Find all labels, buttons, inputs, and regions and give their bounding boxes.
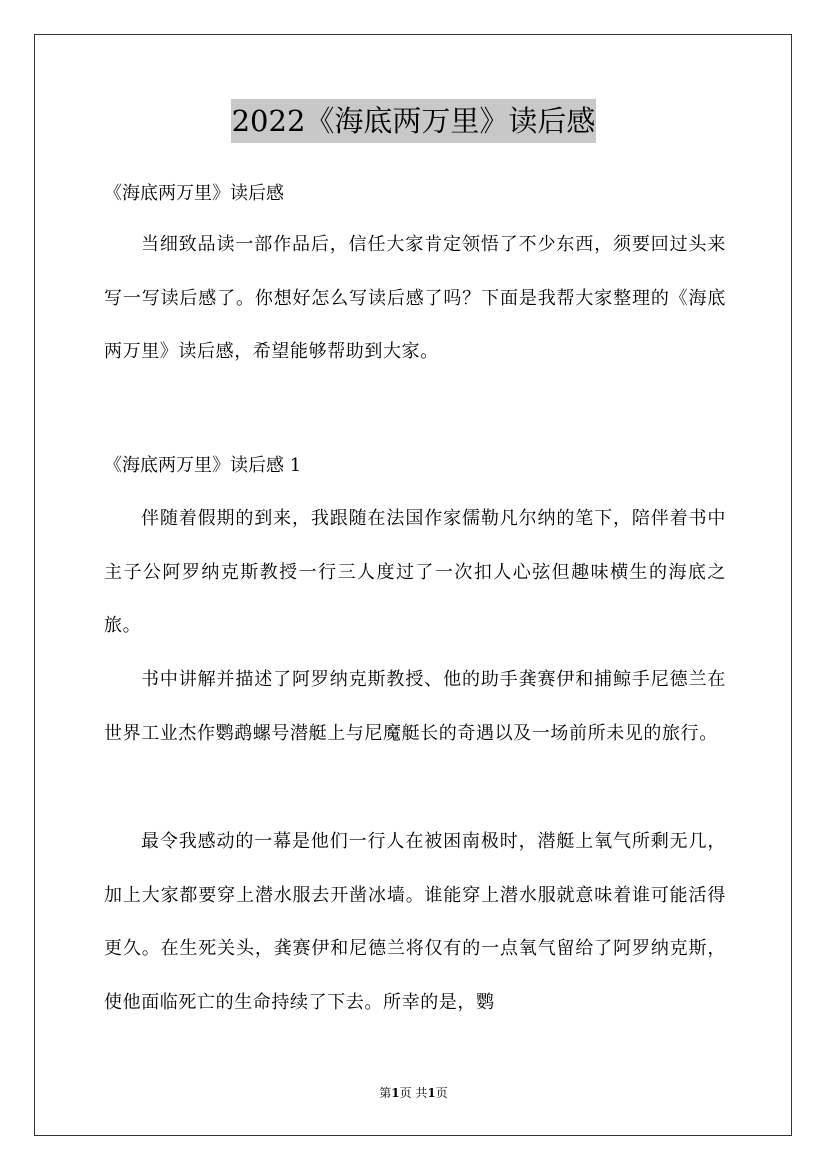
document-title: 2022《海底两万里》读后感 [231,99,597,143]
footer-suffix: 页 [435,1086,448,1100]
document-subtitle: 《海底两万里》读后感 [104,183,284,204]
intro-paragraph: 当细致品读一部作品后，信任大家肯定领悟了不少东西，须要回过头来写一写读后感了。你想好怎么写读后感了吗？下面是我帮大家整理的《海底两万里》读后感，希望能够帮助到大家。 [104,234,726,362]
footer-prefix: 第 [379,1086,392,1100]
footer-page-current: 1 [391,1086,400,1100]
footer-page-total: 1 [427,1086,436,1100]
title-container [0,99,827,143]
section-heading: 《海底两万里》读后感 1 [104,455,302,476]
footer-mid: 页 共 [399,1086,428,1100]
body-paragraph-3: 最令我感动的一幕是他们一行人在被困南极时，潜艇上氧气所剩无几，加上大家都要穿上潜水服去开凿冰墙。谁能穿上潜水服就意味着谁可能活得更久。在生死关头，龚赛伊和尼德兰将仅有的一点氧气留给了阿罗纳克斯，使他面临死亡的生命持续了下去。所幸的是，鹦 [104,831,726,1013]
page-footer [0,1084,827,1101]
body-paragraph-2: 书中讲解并描述了阿罗纳克斯教授、他的助手龚赛伊和捕鲸手尼德兰在世界工业杰作鹦鹉螺号潜艇上与尼魔艇长的奇遇以及一场前所未见的旅行。 [104,669,726,744]
body-paragraph-1: 伴随着假期的到来，我跟随在法国作家儒勒凡尔纳的笔下，陪伴着书中主子公阿罗纳克斯教授一行三人度过了一次扣人心弦但趣味横生的海底之旅。 [104,508,726,636]
